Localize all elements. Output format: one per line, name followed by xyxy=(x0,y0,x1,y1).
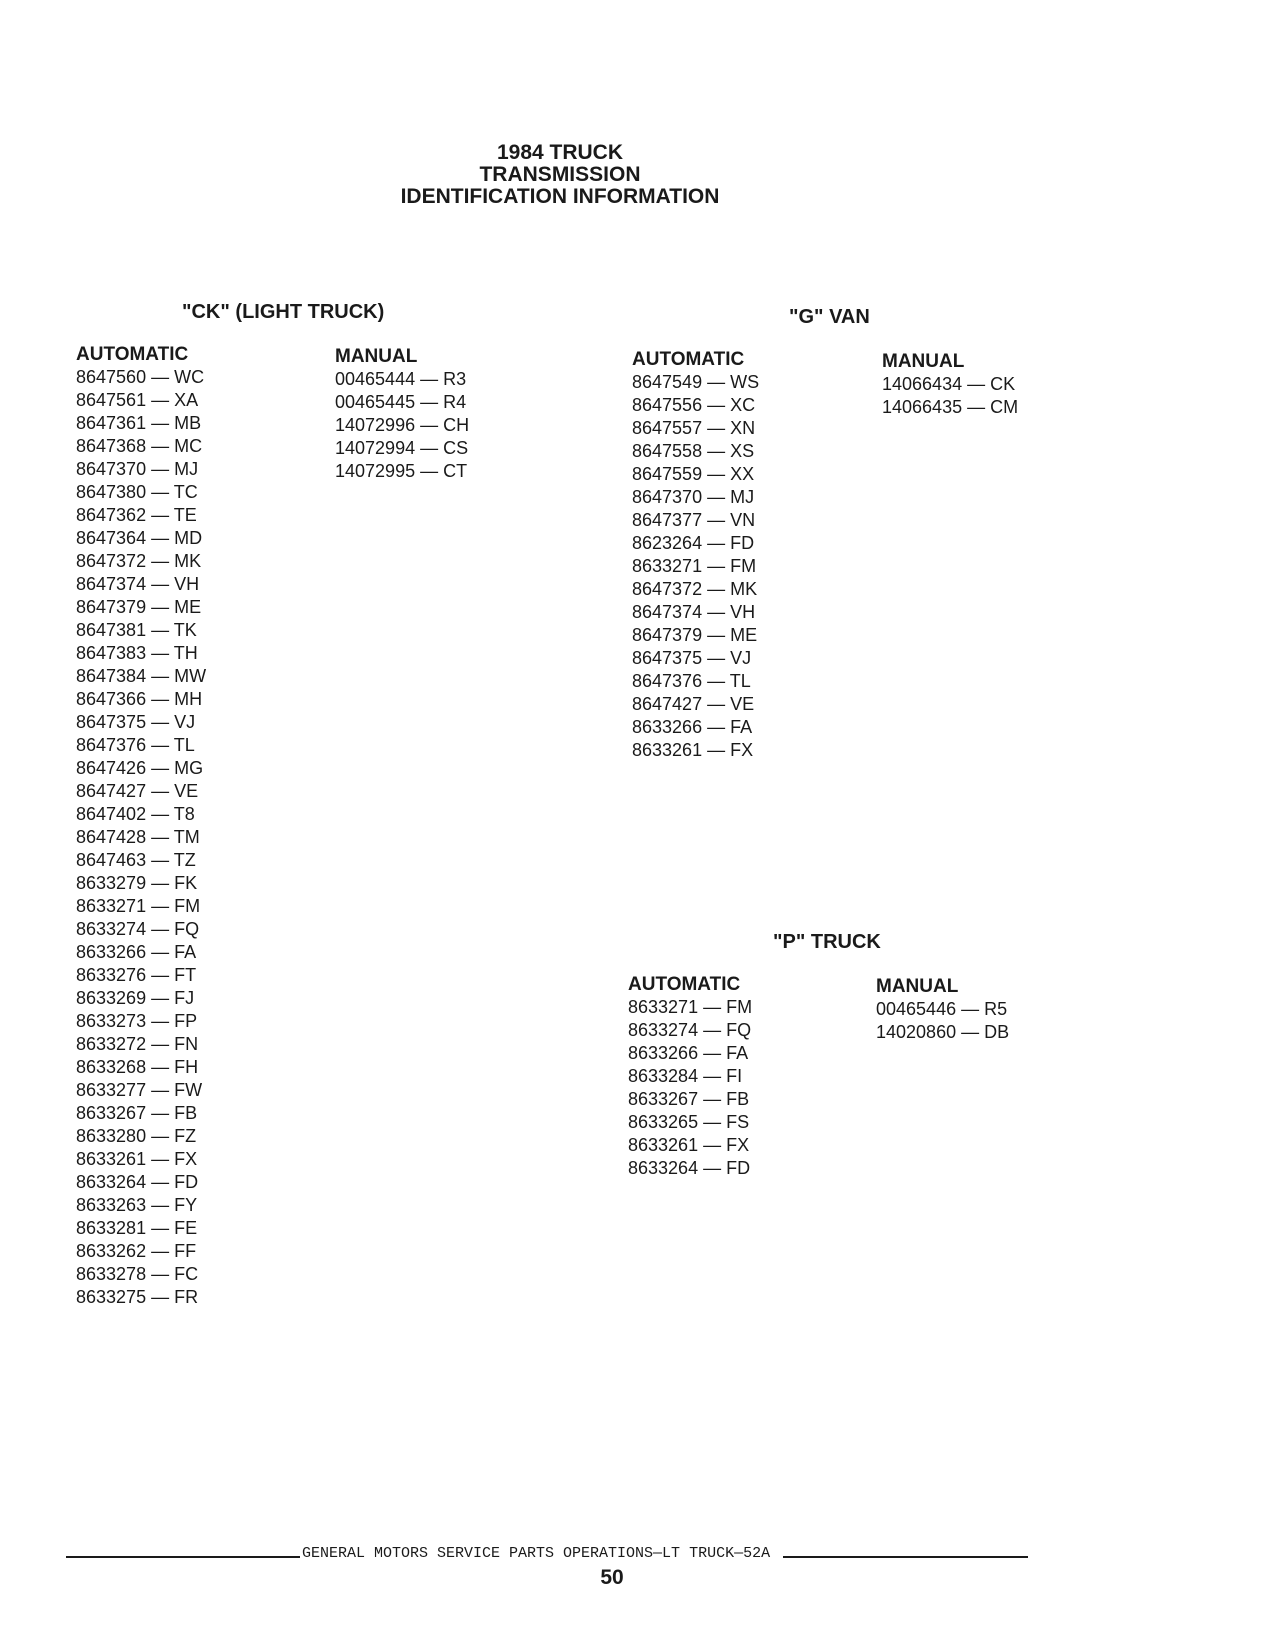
ck-automatic-part: 8633271 — FM xyxy=(76,896,201,916)
p-truck-automatic-part: 8633284 — FI xyxy=(628,1066,743,1086)
ck-automatic-column xyxy=(76,343,206,1309)
g-van-automatic-part: 8647370 — MJ xyxy=(632,487,755,507)
g-van-automatic-part: 8647549 — WS xyxy=(632,372,760,392)
ck-automatic-part: 8647375 — VJ xyxy=(76,712,196,732)
ck-automatic-part: 8633281 — FE xyxy=(76,1218,198,1238)
ck-automatic-part: 8647384 — MW xyxy=(76,666,207,686)
p-truck-automatic-part: 8633265 — FS xyxy=(628,1112,750,1132)
footer-rule-left xyxy=(66,1556,300,1558)
g-van-manual-header: MANUAL xyxy=(882,351,965,372)
ck-automatic-part: 8647381 — TK xyxy=(76,620,197,640)
ck-automatic-part: 8647368 — MC xyxy=(76,436,203,456)
ck-manual-part: 14072996 — CH xyxy=(335,415,470,435)
ck-automatic-part: 8633266 — FA xyxy=(76,942,197,962)
ck-automatic-part: 8647427 — VE xyxy=(76,781,199,801)
ck-automatic-part: 8647380 — TC xyxy=(76,482,198,502)
ck-automatic-part: 8647376 — TL xyxy=(76,735,195,755)
ck-automatic-part: 8633277 — FW xyxy=(76,1080,203,1100)
g-van-automatic-part: 8647556 — XC xyxy=(632,395,756,415)
ck-manual-header: MANUAL xyxy=(335,346,418,367)
ck-automatic-part: 8633280 — FZ xyxy=(76,1126,197,1146)
p-truck-manual-column xyxy=(876,975,1009,1044)
g-van-manual-column xyxy=(882,350,1018,419)
ck-automatic-part: 8633272 — FN xyxy=(76,1034,199,1054)
g-van-automatic-part: 8647372 — MK xyxy=(632,579,758,599)
ck-automatic-part: 8647372 — MK xyxy=(76,551,202,571)
ck-automatic-part: 8633263 — FY xyxy=(76,1195,198,1215)
p-truck-automatic-header: AUTOMATIC xyxy=(628,974,741,995)
p-truck-automatic-part: 8633264 — FD xyxy=(628,1158,751,1178)
ck-automatic-part: 8647428 — TM xyxy=(76,827,200,847)
ck-automatic-part: 8633275 — FR xyxy=(76,1287,199,1307)
g-van-automatic-part: 8623264 — FD xyxy=(632,533,755,553)
ck-automatic-part: 8633264 — FD xyxy=(76,1172,199,1192)
p-truck-manual-part: 00465446 — R5 xyxy=(876,999,1008,1019)
footer-text: GENERAL MOTORS SERVICE PARTS OPERATIONS—LT TRUCK—52A xyxy=(302,1545,771,1562)
ck-manual-part: 00465444 — R3 xyxy=(335,369,467,389)
ck-automatic-part: 8647364 — MD xyxy=(76,528,203,548)
ck-automatic-part: 8633269 — FJ xyxy=(76,988,195,1008)
ck-manual-column xyxy=(335,345,469,483)
ck-automatic-part: 8647463 — TZ xyxy=(76,850,196,870)
g-van-automatic-part: 8633266 — FA xyxy=(632,717,753,737)
g-van-automatic-part: 8647379 — ME xyxy=(632,625,758,645)
g-van-manual-part: 14066435 — CM xyxy=(882,397,1019,417)
title-line-2: TRANSMISSION xyxy=(479,163,641,186)
g-van-automatic-part: 8647427 — VE xyxy=(632,694,755,714)
g-van-automatic-part: 8647558 — XS xyxy=(632,441,755,461)
p-truck-automatic-column xyxy=(628,973,752,1180)
ck-automatic-part: 8633261 — FX xyxy=(76,1149,198,1169)
ck-automatic-part: 8647361 — MB xyxy=(76,413,202,433)
ck-automatic-part: 8633278 — FC xyxy=(76,1264,199,1284)
ck-automatic-part: 8633262 — FF xyxy=(76,1241,197,1261)
g-van-automatic-column xyxy=(632,348,759,762)
p-truck-automatic-part: 8633261 — FX xyxy=(628,1135,750,1155)
ck-automatic-part: 8633276 — FT xyxy=(76,965,197,985)
p-truck-manual-part: 14020860 — DB xyxy=(876,1022,1010,1042)
ck-automatic-header: AUTOMATIC xyxy=(76,344,189,365)
p-truck-automatic-part: 8633266 — FA xyxy=(628,1043,749,1063)
ck-automatic-part: 8647561 — XA xyxy=(76,390,199,410)
ck-manual-part: 14072995 — CT xyxy=(335,461,468,481)
g-van-manual-part: 14066434 — CK xyxy=(882,374,1016,394)
ck-automatic-part: 8647402 — T8 xyxy=(76,804,195,824)
g-van-automatic-part: 8633271 — FM xyxy=(632,556,757,576)
ck-automatic-part: 8647366 — MH xyxy=(76,689,203,709)
ck-manual-part: 00465445 — R4 xyxy=(335,392,467,412)
ck-automatic-part: 8633268 — FH xyxy=(76,1057,199,1077)
g-van-automatic-part: 8647374 — VH xyxy=(632,602,756,622)
p-truck-automatic-part: 8633267 — FB xyxy=(628,1089,750,1109)
ck-automatic-part: 8633267 — FB xyxy=(76,1103,198,1123)
ck-automatic-part: 8647379 — ME xyxy=(76,597,202,617)
g-van-automatic-part: 8647559 — XX xyxy=(632,464,755,484)
title-line-3: IDENTIFICATION INFORMATION xyxy=(400,185,720,208)
ck-automatic-part: 8647560 — WC xyxy=(76,367,205,387)
p-truck-manual-header: MANUAL xyxy=(876,976,959,997)
p-truck-automatic-part: 8633271 — FM xyxy=(628,997,753,1017)
ck-automatic-part: 8633273 — FP xyxy=(76,1011,198,1031)
g-van-automatic-header: AUTOMATIC xyxy=(632,349,745,370)
page-title xyxy=(330,142,790,208)
ck-manual-part: 14072994 — CS xyxy=(335,438,469,458)
g-van-automatic-part: 8647557 — XN xyxy=(632,418,756,438)
ck-automatic-part: 8633279 — FK xyxy=(76,873,198,893)
ck-automatic-part: 8647383 — TH xyxy=(76,643,198,663)
page-number: 50 xyxy=(600,1566,624,1589)
ck-automatic-part: 8647374 — VH xyxy=(76,574,200,594)
footer-rule-right xyxy=(783,1556,1028,1558)
ck-automatic-part: 8647370 — MJ xyxy=(76,459,199,479)
g-van-section-title: "G" VAN xyxy=(789,306,870,328)
g-van-automatic-part: 8647376 — TL xyxy=(632,671,751,691)
g-van-automatic-part: 8633261 — FX xyxy=(632,740,754,760)
g-van-automatic-part: 8647375 — VJ xyxy=(632,648,752,668)
g-van-automatic-part: 8647377 — VN xyxy=(632,510,756,530)
title-line-1: 1984 TRUCK xyxy=(496,141,624,164)
ck-automatic-part: 8647362 — TE xyxy=(76,505,197,525)
p-truck-automatic-part: 8633274 — FQ xyxy=(628,1020,752,1040)
ck-automatic-part: 8647426 — MG xyxy=(76,758,204,778)
ck-section-title: "CK" (LIGHT TRUCK) xyxy=(182,301,385,323)
p-truck-section-title: "P" TRUCK xyxy=(773,931,881,953)
ck-automatic-part: 8633274 — FQ xyxy=(76,919,200,939)
